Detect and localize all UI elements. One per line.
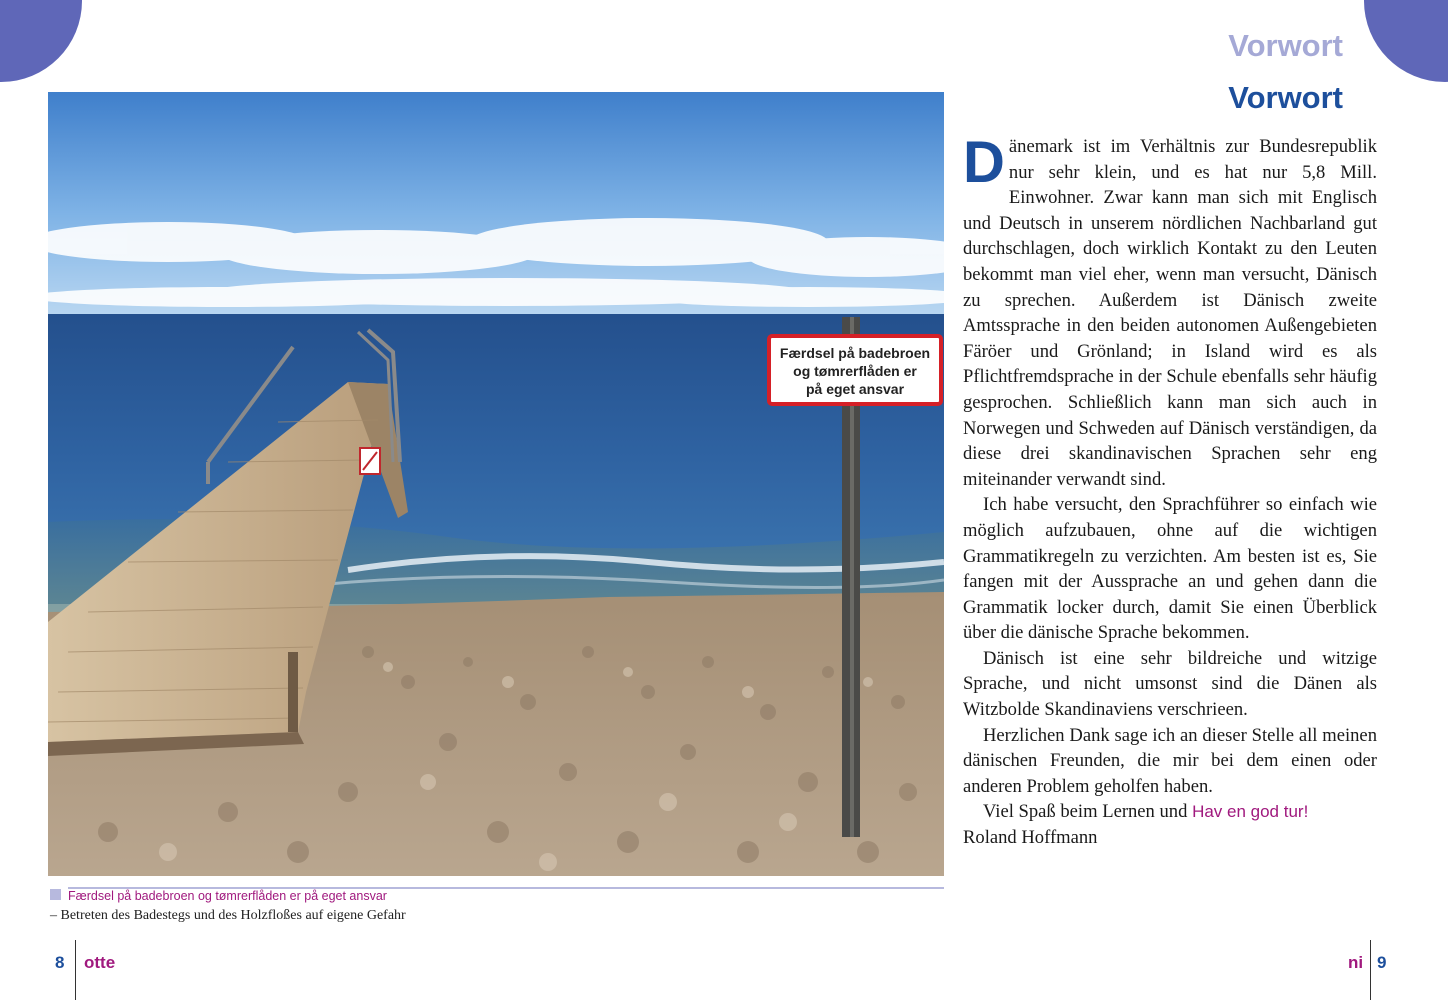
chapter-title-ghost: Vorwort (1228, 28, 1343, 63)
paragraph-3: Dänisch ist eine sehr bildreiche und witzige Sprache, und nicht umsonst sind die Dänen als Witzbolde Skandinaviens verschrieen. (963, 647, 1377, 721)
sign-line-3: på eget ansvar (805, 381, 905, 397)
caption-danish: Færdsel på badebroen og tømrerflåden er på eget ansvar (68, 889, 387, 903)
page-number-right: 9 (1377, 953, 1387, 972)
page-word-right: ni (1348, 953, 1364, 972)
paragraph-4: Herzlichen Dank sage ich an dieser Stelle all meinen dänischen Freunden, die mir bei dem einen oder anderen Problem geholfen haben. (963, 724, 1377, 797)
paragraph-1 (963, 130, 1377, 492)
corner-decoration-left (0, 0, 82, 82)
photo-pier-beach (48, 92, 944, 876)
drop-cap: D (963, 130, 1005, 195)
page-divider-right (1370, 940, 1371, 1000)
caption-german: – Betreten des Badestegs und des Holzfloßes auf eigene Gefahr (50, 908, 406, 923)
sign-line-1: Færdsel på badebroen (779, 345, 931, 361)
page-number-left: 8 (55, 953, 65, 972)
paragraph-1-text: änemark ist im Verhältnis zur Bundesrepublik nur sehr klein, und es hat nur 5,8 Mill. Einwohner. Zwar kann man sich mit Englisch und Deutsch in unserem nördlichen Nachbarland gut durchschlagen, doch wirklich Kontakt zu den Leuten bekommt man viel eher, wenn man versucht, Dänisch zu sprechen. Außerdem ist Dänisch zweite Amtssprache in den beiden autonomen Außengebieten Färöer und Grönland; in Island wird es als Pflichtfremdsprache in der Schule ebenfalls sehr häufig gesprochen. Schließlich kann man sich auch in Norwegen und Schweden auf Dänisch verständigen, da diese drei skandinavischen Sprachen sehr eng miteinander verwandt sind. (963, 136, 1377, 490)
corner-decoration-right (1364, 0, 1448, 82)
paragraph-5-text: Viel Spaß beim Lernen und (983, 801, 1188, 823)
chapter-title: Vorwort (1228, 80, 1343, 115)
paragraph-5 (963, 799, 1377, 825)
signature: Roland Hoffmann (963, 827, 1098, 849)
foreword-text (963, 130, 1377, 851)
danish-phrase: Hav en god tur! (1192, 802, 1309, 822)
caption-marker (50, 889, 61, 900)
page-divider-left (75, 940, 76, 1000)
paragraph-2: Ich habe versucht, den Sprachführer so einfach wie möglich aufzubauen, ohne auf die wichtigen Grammatikregeln zu verzichten. Am besten ist es, Sie fangen mit der Aussprache an und gehen dann die Grammatik locker durch, damit Sie einen Überblick über die dänische Sprache bekommen. (963, 494, 1377, 644)
sign-line-2: og tømrerflåden er (793, 363, 917, 379)
page-word-left: otte (84, 953, 116, 972)
